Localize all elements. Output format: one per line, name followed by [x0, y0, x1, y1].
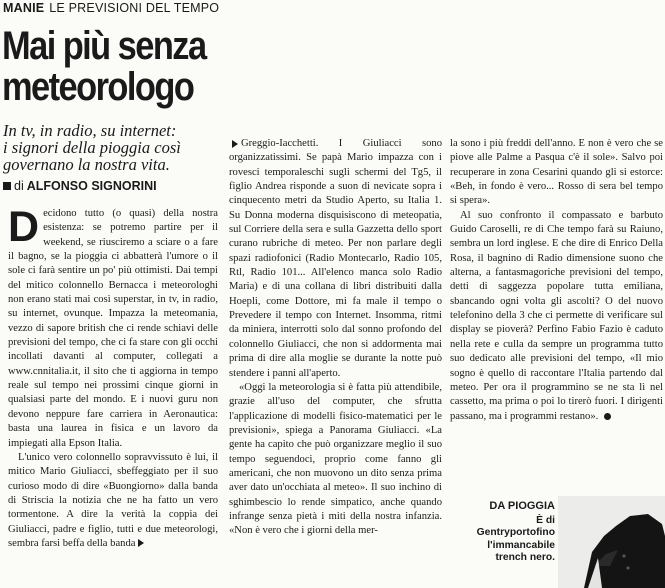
trench-coat-photo — [558, 496, 665, 588]
deck-line-1: In tv, in radio, su internet: — [3, 121, 177, 140]
continue-arrow-icon — [138, 539, 144, 547]
photo-caption — [451, 500, 555, 565]
headline-line-2: meteorologo — [2, 65, 194, 109]
byline-prefix: di — [14, 179, 24, 193]
headline — [2, 24, 206, 109]
column-1-paragraph-2 — [8, 451, 218, 551]
article-column-3 — [450, 137, 663, 424]
section-kicker — [3, 1, 219, 15]
column-1-paragraph-1-text: ecidono tutto (o quasi) della nostra esistenza: se potremo partire per il weekend, se riusciremo a sciare o a fare il bagno, se la pioggia ci abbatterà l'umore o il sole ci farà sentire un po' più ottimisti. Dai tempi del mitico colonnello Bernacca i meteorologhi non erano stati mai così superstar, in tv, in radio, su internet, ovunque. Impazza la meteomania, vezzo di sapore british che ci rende schiavi delle previsioni del tempo, che ci fa stare con gli occhi incollati davanti al computer, collegati a www.cnnitalia.it, il sito che ti aggiorna in tempo reale sul tempo nei prossimi cinque giorni in qualsiasi parte del mondo. E i nuovi guru non devono neppure fare carriera in Aeronautica: basta una laurea in fisica e un lavoro da impiegati alla Epson Italia. — [8, 208, 218, 449]
caption-line-4: trench nero. — [495, 552, 555, 563]
deck-line-3: governano la nostra vita. — [3, 155, 170, 174]
end-mark-icon — [604, 413, 611, 420]
caption-line-3: l'immancabile — [487, 539, 555, 551]
deck-line-2: i signori della pioggia così — [3, 138, 181, 157]
coat-button-dot — [626, 566, 629, 569]
column-2-paragraph-2: «Oggi la meteorologia si è fatta più attendibile, grazie all'uso del computer, che sfrutta l'applicazione di modelli fisico-matematici per le previsioni», spiega a Panorama Giuliacci. «La gente ha capito che può organizzare meglio il suo tempo seguendoci, proprio come fanno gli americani, che non muovono un dito senza prima aver dato un'occhiata al meteo». Il suo inchino di sghimbescio lo rende simpatico, anche quando infrange senza pietà i miti della nostra infanzia. «Non è vero che i giorni della mer- — [229, 381, 442, 537]
deck — [3, 122, 208, 173]
column-2-paragraph-1-text: Greggio-Iacchetti. I Giuliacci sono organizzatissimi. Se papà Mario impazza con i rovesci temporaleschi sugli schermi del Tg5, il figlio Andrea risponde a suon di nevicate sopra i cinquecento metri da Studio Aperto, su Italia 1. Su Donna moderna disquisiscono di meteopatia, sul Corriere della sera e sulla Gazzetta dello sport curano rubriche di meteo. Per non parlare degli spazi radiofonici (Radio Montecarlo, Radio 105, Rtl, Radio 101... All'elenco manca solo Radio Maria) e di una collana di libri distribuiti dalla Hoepli, come Dottore, mi fa male il tempo o Prevedere il tempo con Internet. Insomma, ritmi da miniera, interrotti solo dal sonno profondo del colonnello Giuliacci, che non si addormenta mai prima di dire alla moglie se durante la notte può stendere i panni all'aperto. — [229, 138, 442, 379]
byline-author: ALFONSO SIGNORINI — [26, 179, 157, 193]
column-3-paragraph-2-text: Al suo confronto il compassato e barbuto Guido Caroselli, re di Che tempo farà su Raiuno, sembra un lord inglese. E che dire di Enrico Della Rosa, il bagnino di Radio dimensione suono che alterna, a fantasmagoriche previsioni del tempo, detti di saggezza popolare tutta emiliana, sbancando ogni volta gli ascolti? O del nuovo telefonino della 3 che ci permette di verificare sul display se pioverà? Perfino Fabio Fazio è caduto nella rete e culla da sempre un programma tutto suo dedicato alle previsioni del tempo, «Il mio sogno è quello di raccontare l'Italia partendo dal meteo. Per ora il programmino se ne sta lì nel cassetto, ma prima o poi lo tirerò fuori. I dirigenti passano, ma i programmi restano». — [450, 209, 663, 422]
caption-line-2: Gentryportofino — [476, 527, 555, 538]
drop-cap: D — [8, 203, 40, 251]
column-3-paragraph-1: la sono i più freddi dell'anno. E non è vero che se piove alle Palme a Pasqua c'è il sole». Salvo poi recuperare in zona Cesarini quando gli si estorce: «Beh, in fondo è vero... Rosso di sera bel tempo si spera». — [450, 138, 663, 207]
column-1-paragraph-1 — [8, 203, 218, 451]
caption-line-1: È di — [536, 514, 555, 526]
article-column-1 — [8, 203, 218, 551]
headline-line-1: Mai più senza — [2, 24, 206, 68]
kicker-section: MANIE — [3, 1, 45, 15]
column-1-paragraph-2-text: L'unico vero colonnello sopravvissuto è lui, il mitico Mario Giuliacci, sbeffeggiato per il suo curioso modo di dire «Buongiorno» dalla banda di Striscia la notizia che ne ha fatto un vero tormentone. A dire la verità la coppia dei Giuliacci, padre e figlio, tutti e due meteorologi, sembra farsi beffa della banda — [8, 451, 218, 549]
square-bullet-icon — [3, 182, 11, 190]
article-column-2 — [229, 137, 442, 539]
column-2-paragraph-1 — [229, 137, 442, 381]
column-3-paragraph-2 — [450, 209, 663, 424]
continue-arrow-icon — [232, 140, 238, 148]
coat-button-dot — [622, 554, 625, 557]
byline — [3, 179, 157, 193]
kicker-title: LE PREVISIONI DEL TEMPO — [49, 1, 220, 15]
caption-title: DA PIOGGIA — [489, 500, 555, 512]
